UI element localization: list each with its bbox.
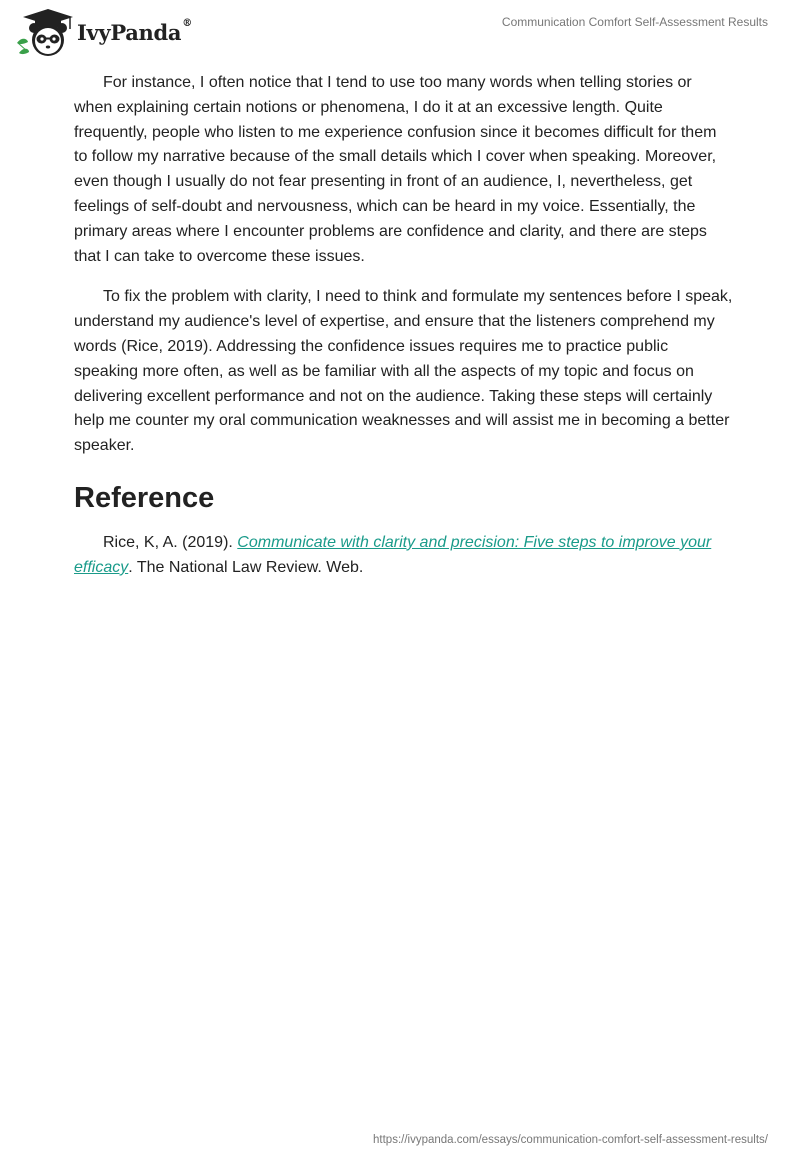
panda-graduate-icon xyxy=(15,7,73,59)
essay-content xyxy=(74,71,734,581)
page-header xyxy=(0,0,800,60)
registered-mark: ® xyxy=(182,17,192,29)
body-paragraph-2: To fix the problem with clarity, I need to think and formulate my sentences before I speak, understand my audience's level of expertise, and ensure that the listeners comprehend my words (Rice, 2019). Addressing the confidence issues requires me to practice public speaking more often, as well as be familiar with all the aspects of my topic and focus on delivering excellent performance and not on the audience. Taking these steps will certainly help me counter my oral communication weaknesses and will assist me in becoming a better speaker. xyxy=(74,288,733,455)
brand-name: IvyPanda® xyxy=(77,17,192,45)
reference-entry xyxy=(74,531,734,581)
reference-heading: Reference xyxy=(74,481,215,514)
reference-link[interactable]: Communicate with clarity and precision: Five steps to improve your efficacy xyxy=(74,533,712,576)
reference-suffix: . The National Law Review. Web. xyxy=(128,558,364,576)
source-url[interactable]: https://ivypanda.com/essays/communication-comfort-self-assessment-results/ xyxy=(373,1134,768,1146)
reference-prefix: Rice, K, A. (2019). xyxy=(103,533,238,551)
ivypanda-logo[interactable] xyxy=(15,7,192,59)
body-paragraph-1: For instance, I often notice that I tend to use too many words when telling stories or when explaining certain notions or phenomena, I do it at an excessive length. Quite frequently, people who listen to me experience confusion since it becomes difficult for them to follow my narrative because of the small details which I cover when speaking. Moreover, even though I usually do not fear presenting in front of an audience, I, nevertheless, get feelings of self-doubt and nervousness, which can be heard in my voice. Essentially, the primary areas where I encounter problems are confidence and clarity, and there are steps that I can take to overcome these issues. xyxy=(74,74,717,265)
document-title: Communication Comfort Self-Assessment Results xyxy=(501,15,768,29)
